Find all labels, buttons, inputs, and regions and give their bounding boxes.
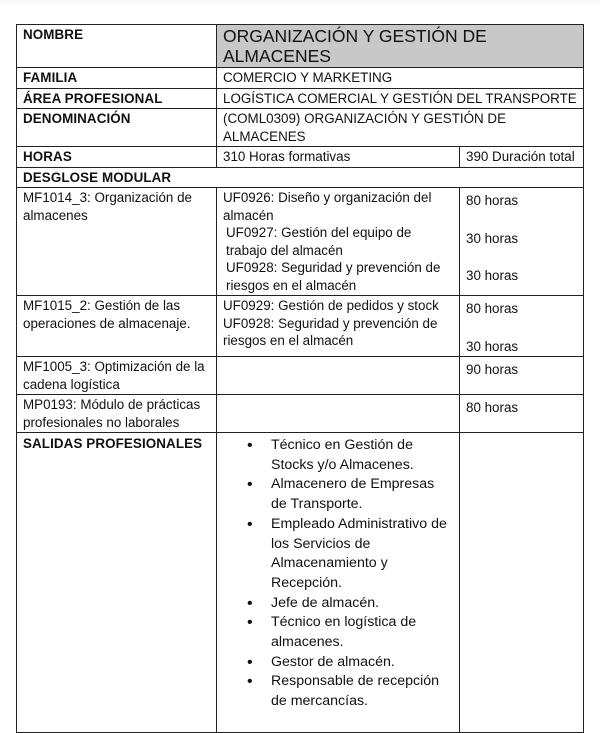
salida-item: • Jefe de almacén. (271, 594, 453, 614)
hours-value: 80 horas (466, 400, 519, 415)
salida-item: • Gestor de almacén. (271, 653, 453, 673)
hours-value: 30 horas (466, 338, 519, 354)
module-name: MF1005_3: Optimización de la cadena logística (17, 357, 217, 395)
module-units (217, 188, 460, 296)
hours-value: 80 horas (466, 301, 519, 316)
salida-item: • Almacenero de Empresas de Transporte. (271, 475, 453, 514)
module-hours (460, 188, 584, 296)
module-units (217, 296, 460, 357)
label-nombre: NOMBRE (17, 25, 217, 68)
unit-item: UF0928: Seguridad y prevención de riesgos en el almacén (226, 260, 441, 293)
module-units-empty (217, 357, 460, 395)
salida-item: • Empleado Administrativo de los Servicios de Almacenamiento y Recepción. (271, 515, 453, 594)
salida-item: • Responsable de recepción de mercancías. (271, 672, 453, 711)
row-desglose-modular (17, 167, 584, 188)
label-desglose-modular: DESGLOSE MODULAR (17, 167, 584, 188)
value-familia: COMERCIO Y MARKETING (217, 68, 584, 89)
module-name: MF1015_2: Gestión de las operaciones de almacenaje. (17, 296, 217, 357)
row-horas (17, 147, 584, 168)
value-horas-formativas: 310 Horas formativas (217, 147, 460, 168)
value-duracion-total: 390 Duración total (460, 147, 584, 168)
hours-value: 90 horas (466, 362, 519, 377)
module-hours (460, 357, 584, 395)
module-hours (460, 395, 584, 433)
salidas-list-cell (217, 433, 460, 733)
row-familia (17, 68, 584, 89)
row-nombre (17, 25, 584, 68)
module-row (17, 188, 584, 296)
module-name: MP0193: Módulo de prácticas profesionales no laborales (17, 395, 217, 433)
hours-value: 80 horas (466, 193, 519, 208)
module-row (17, 296, 584, 357)
unit-item: UF0929: Gestión de pedidos y stock (223, 298, 439, 313)
label-horas: HORAS (17, 147, 217, 168)
label-area-profesional: ÁREA PROFESIONAL (17, 88, 217, 109)
module-row (17, 357, 584, 395)
row-salidas-profesionales (17, 433, 584, 733)
label-denominacion: DENOMINACIÓN (17, 109, 217, 147)
module-hours (460, 296, 584, 357)
salidas-empty-cell (460, 433, 584, 733)
value-denominacion: (COML0309) ORGANIZACIÓN Y GESTIÓN DE ALMACENES (217, 109, 584, 147)
hours-value: 30 horas (466, 230, 519, 246)
cropped-caption-edge (0, 0, 600, 6)
module-name: MF1014_3: Organización de almacenes (17, 188, 217, 296)
course-title: ORGANIZACIÓN Y GESTIÓN DE ALMACENES (217, 25, 584, 68)
unit-item: UF0927: Gestión del equipo de trabajo del almacén (226, 225, 412, 258)
salidas-list (223, 436, 453, 712)
module-units-empty (217, 395, 460, 433)
unit-item: UF0926: Diseño y organización del almacén (223, 190, 432, 223)
label-familia: FAMILIA (17, 68, 217, 89)
salida-item: • Técnico en Gestión de Stocks y/o Almacenes. (271, 436, 453, 475)
course-spec-table (16, 24, 584, 733)
hours-value: 30 horas (466, 268, 519, 283)
unit-item: UF0928: Seguridad y prevención de riesgos en el almacén (223, 315, 438, 348)
row-denominacion (17, 109, 584, 147)
module-row (17, 395, 584, 433)
label-salidas-profesionales: SALIDAS PROFESIONALES (17, 433, 217, 733)
row-area-profesional (17, 88, 584, 109)
value-area-profesional: LOGÍSTICA COMERCIAL Y GESTIÓN DEL TRANSPORTE (217, 88, 584, 109)
salida-item: • Técnico en logística de almacenes. (271, 613, 453, 652)
